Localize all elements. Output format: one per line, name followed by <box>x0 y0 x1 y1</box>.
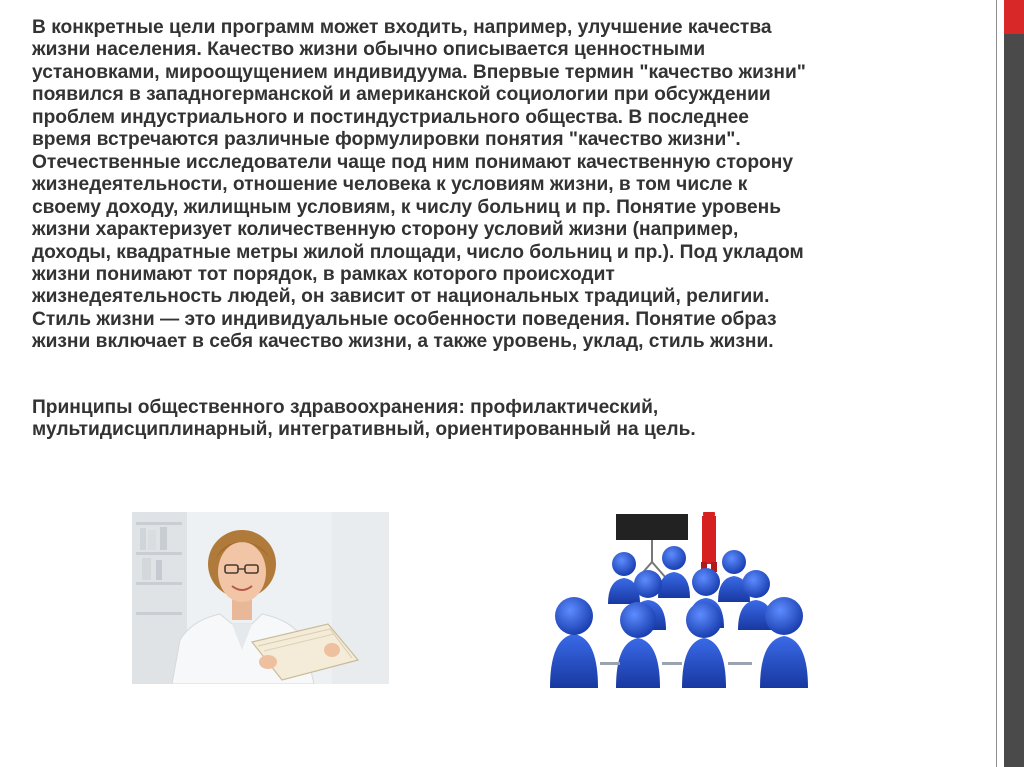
text-line: своему доходу, жилищным условиям, к числу больниц и пр. Понятие уровень <box>32 196 782 218</box>
text-line: проблем индустриального и постиндустриального общества. В последнее <box>32 106 749 128</box>
text-line: жизни населения. Качество жизни обычно описывается ценностными <box>32 39 706 61</box>
figure-row-back <box>608 546 750 604</box>
text-line: Отечественные исследователи чаще под ним понимают качественную сторону <box>32 151 794 173</box>
paragraph-quality-of-life <box>32 17 962 354</box>
text-line: жизнедеятельность людей, он зависит от национальных традиций, религии. <box>32 286 770 308</box>
paragraph-healthcare-principles <box>32 397 962 442</box>
text-line: жизнедеятельности, отношение человека к условиям жизни, в том числе к <box>32 174 748 196</box>
decoration-red-accent <box>1004 0 1024 34</box>
text-line: установками, мироощущением индивидуума. Впервые термин "качество жизни" <box>32 61 806 83</box>
slide-edge-decoration <box>990 0 1024 767</box>
doctor-illustration <box>132 512 389 684</box>
figure-row-front <box>550 597 808 688</box>
blue-figures-graphic <box>512 512 842 688</box>
text-line: жизни понимают тот порядок, в рамках которого происходит <box>32 263 615 285</box>
text-line: Принципы общественного здравоохранения: профилактический, <box>32 396 659 418</box>
text-line: В конкретные цели программ может входить, например, улучшение качества <box>32 17 772 38</box>
text-line: жизни включает в себя качество жизни, а также уровень, уклад, стиль жизни. <box>32 331 774 353</box>
text-line: доходы, квадратные метры жилой площади, число больниц и пр.). Под укладом <box>32 241 804 263</box>
text-line: жизни характеризует количественную сторону условий жизни (например, <box>32 219 739 241</box>
audience-illustration <box>512 512 842 688</box>
decoration-gray-bar <box>1004 0 1024 767</box>
text-line: появился в западногерманской и американской социологии при обсуждении <box>32 84 771 106</box>
text-line: Стиль жизни — это индивидуальные особенности поведения. Понятие образ <box>32 308 777 330</box>
text-line: время встречаются различные формулировки понятия "качество жизни". <box>32 129 741 151</box>
decoration-thin-line <box>996 0 997 767</box>
doctor-photo <box>132 512 389 684</box>
slide-text-body <box>32 17 962 442</box>
text-line: мультидисциплинарный, интегративный, ориентированный на цель. <box>32 419 696 441</box>
